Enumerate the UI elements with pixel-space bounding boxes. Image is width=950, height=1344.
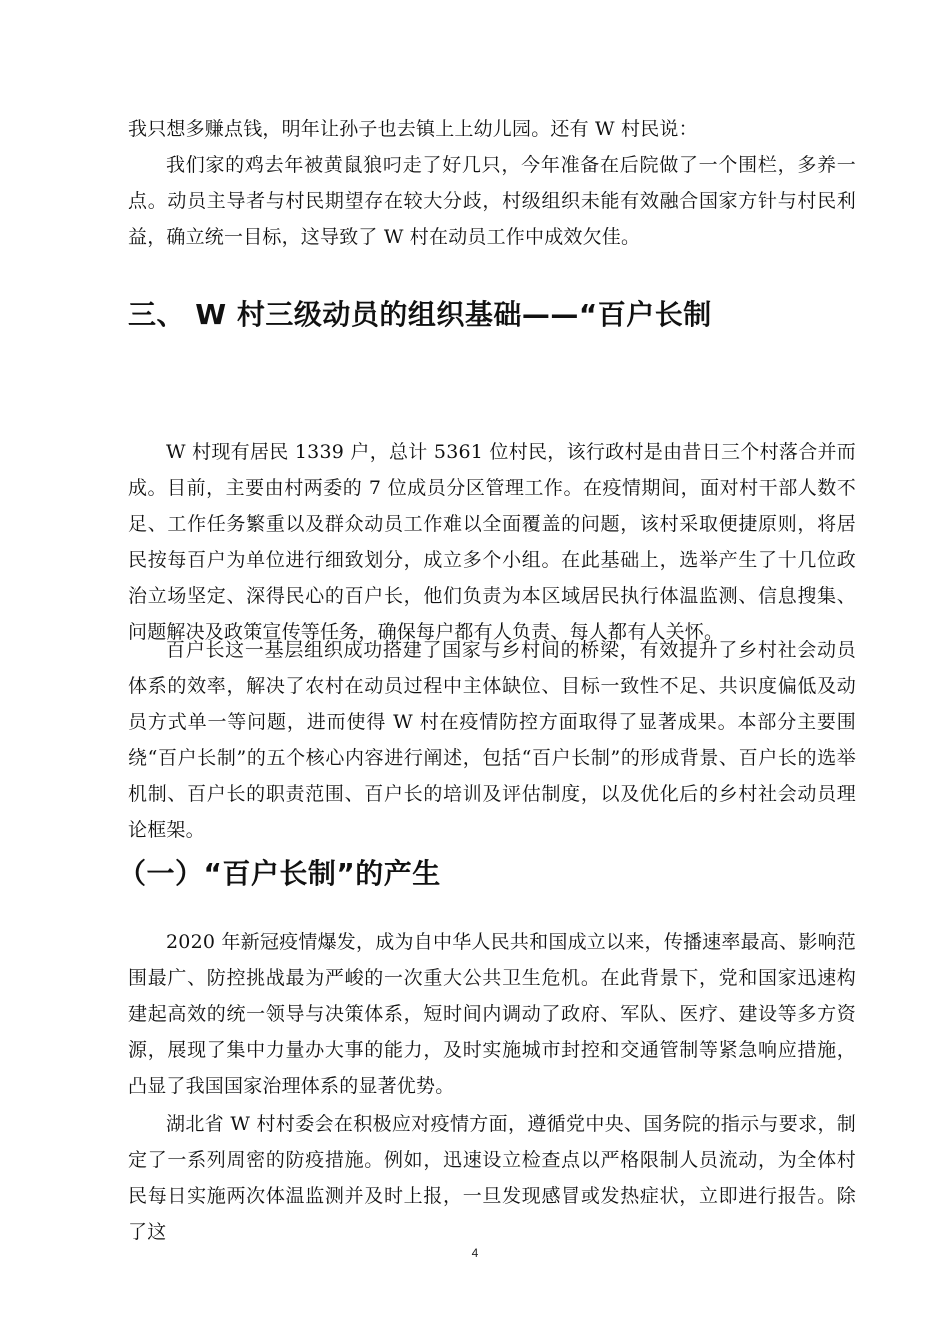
paragraph-village-overview: W 村现有居民 1339 户，总计 5361 位村民，该行政村是由昔日三个村落合并而成。目前，主要由村两委的 7 位成员分区管理工作。在疫情期间，面对村干部人数不足、工作任务繁重以及群众动员工作难以全面覆盖的问题，该村采取便捷原则，将居民按每百户为单位进行细致划分，成立多个小组。在此基础上，选举产生了十几位政治立场坚定、深得民心的百户长，他们负责为本区域居民执行体温监测、信息搜集、问题解决及政策宣传等任务，确保每户都有人负责、每人都有人关怀。: [128, 441, 856, 643]
page-number: 4: [471, 1246, 479, 1260]
subsection-heading-one: （一）“百户长制”的产生: [118, 857, 441, 890]
paragraph-covid-background: 2020 年新冠疫情爆发，成为自中华人民共和国成立以来，传播速率最高、影响范围最广、防控挑战最为严峻的一次重大公共卫生危机。在此背景下，党和国家迅速构建起高效的统一领导与决策体系，短时间内调动了政府、军队、医疗、建设等多方资源，展现了集中力量办大事的能力，及时实施城市封控和交通管制等紧急响应措施，凸显了我国国家治理体系的显著优势。: [128, 931, 856, 1097]
paragraph-mobilization-divergence: 我们家的鸡去年被黄鼠狼叼走了好几只，今年准备在后院做了一个围栏，多养一点。动员主导者与村民期望存在较大分歧，村级组织未能有效融合国家方针与村民利益，确立统一目标，这导致了 W 村在动员工作中成效欠佳。: [128, 154, 856, 248]
paragraph-hundred-household-system: 百户长这一基层组织成功搭建了国家与乡村间的桥梁，有效提升了乡村社会动员体系的效率，解决了农村在动员过程中主体缺位、目标一致性不足、共识度偏低及动员方式单一等问题，进而使得 W 村在疫情防控方面取得了显著成果。本部分主要围绕“百户长制”的五个核心内容进行阐述，包括“百户长制”的形成背景、百户长的选举机制、百户长的职责范围、百户长的培训及评估制度，以及优化后的乡村社会动员理论框架。: [128, 639, 856, 841]
paragraph-villager-quote-end: 我只想多赚点钱，明年让孙子也去镇上上幼儿园。还有 W 村民说：: [128, 118, 698, 140]
section-heading-three: 三、 W 村三级动员的组织基础——“百户长制: [128, 298, 712, 331]
paragraph-village-measures: 湖北省 W 村村委会在积极应对疫情方面，遵循党中央、国务院的指示与要求，制定了一系列周密的防疫措施。例如，迅速设立检查点以严格限制人员流动，为全体村民每日实施两次体温监测并及时上报，一旦发现感冒或发热症状，立即进行报告。除了这: [128, 1113, 856, 1243]
